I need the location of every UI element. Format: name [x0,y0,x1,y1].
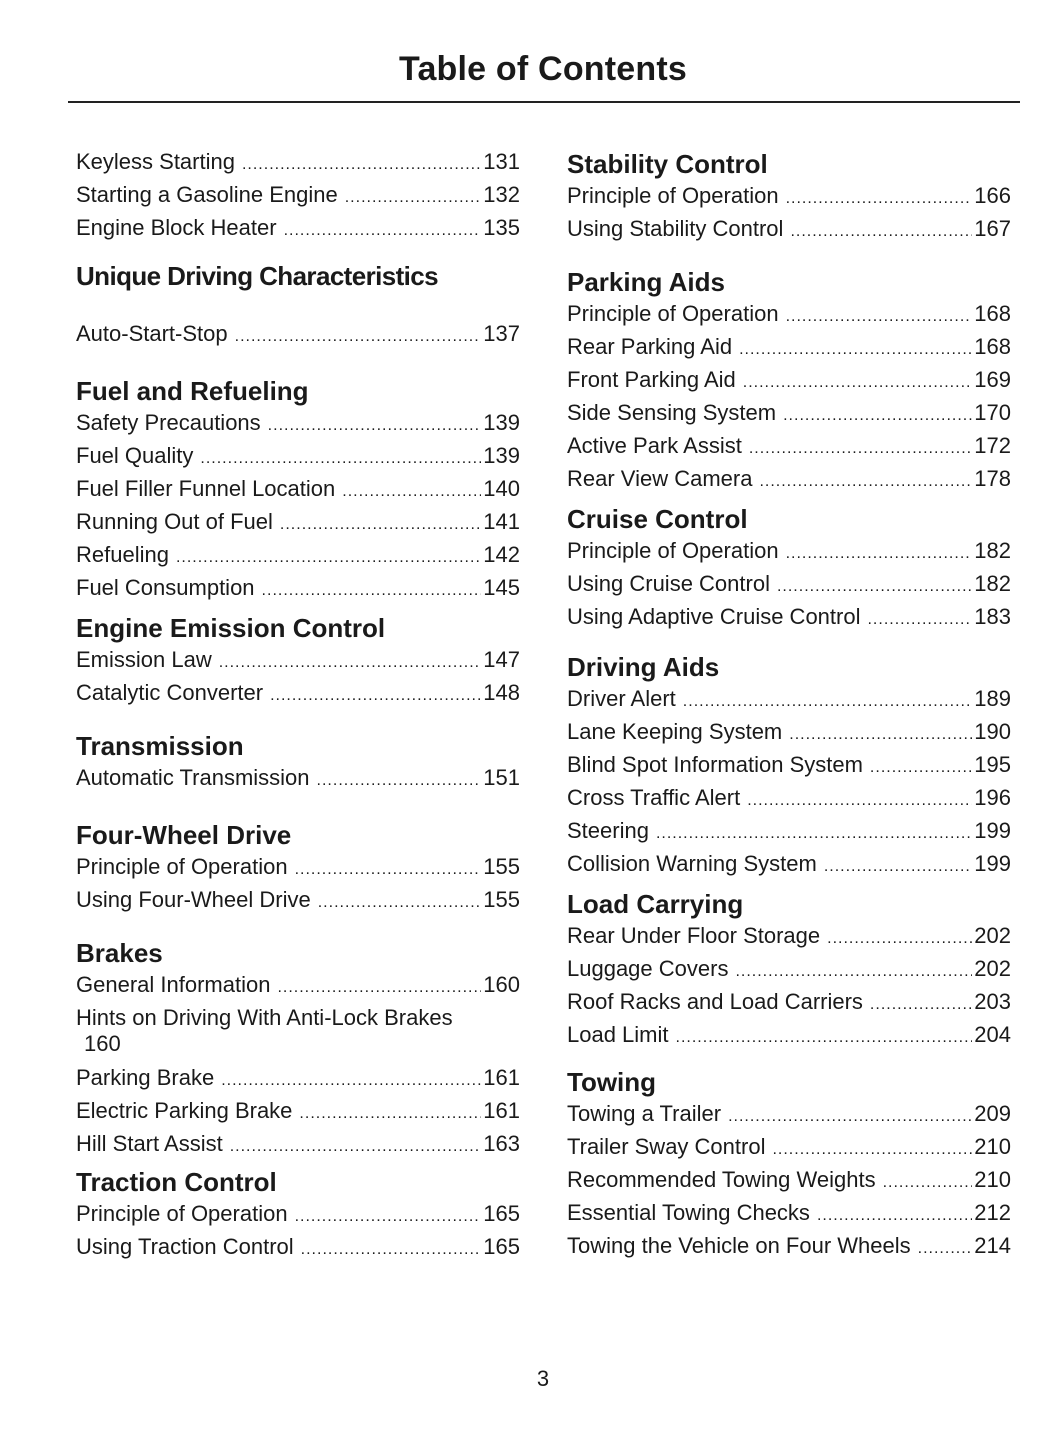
toc-section-transmission [76,729,520,796]
toc-entry[interactable] [76,852,520,885]
toc-entry[interactable] [567,816,1011,849]
dot-leader [749,434,972,464]
toc-entry[interactable] [567,954,1011,987]
dot-leader [318,888,482,918]
toc-entry[interactable] [76,885,520,918]
entry-label: Using Stability Control [567,216,784,241]
section-heading[interactable]: Engine Emission Control [76,613,386,643]
toc-section-towing [567,1065,1011,1264]
dot-leader [317,766,482,796]
toc-entry[interactable] [567,921,1011,954]
section-heading[interactable]: Unique Driving Characteristics [76,261,438,291]
dot-leader [280,510,481,540]
entry-page: 155 [483,887,520,912]
dot-leader [789,720,972,750]
entry-label: Rear View Camera [567,466,753,491]
entry-page: 199 [974,818,1011,843]
dot-leader [735,957,972,987]
toc-entry-wrapped[interactable] [76,1003,520,1055]
entry-page: 168 [974,301,1011,326]
toc-entry[interactable] [76,441,520,474]
toc-entry[interactable] [567,783,1011,816]
entry-page: 142 [483,542,520,567]
section-heading[interactable]: Stability Control [567,149,768,179]
toc-entry[interactable] [76,319,520,352]
entry-page: 135 [483,215,520,240]
entry-label: Hill Start Assist [76,1131,223,1156]
toc-section-four-wheel-drive [76,818,520,918]
dot-leader [295,1202,482,1232]
entry-page: 170 [974,400,1011,425]
toc-section-fuel [76,374,520,606]
dot-leader [268,411,482,441]
toc-section-intro [76,147,520,246]
entry-label: Rear Parking Aid [567,334,733,359]
entry-label: Engine Block Heater [76,215,277,240]
entry-page: 172 [974,433,1011,458]
entry-label: Auto-Start-Stop [76,321,228,346]
toc-entry[interactable] [567,1198,1011,1231]
toc-entry[interactable] [567,431,1011,464]
entry-label: Front Parking Aid [567,367,736,392]
toc-entry[interactable] [567,214,1011,247]
toc-entry[interactable] [76,540,520,573]
dot-leader [783,401,972,431]
section-heading[interactable]: Load Carrying [567,889,744,919]
toc-section-traction [76,1165,520,1265]
dot-leader [827,924,972,954]
section-heading[interactable]: Driving Aids [567,652,720,682]
entry-page: 141 [483,509,520,534]
entry-page: 178 [974,466,1011,491]
dot-leader [883,1168,973,1198]
entry-page: 202 [974,956,1011,981]
toc-entry[interactable] [567,1099,1011,1132]
dot-leader [230,1132,482,1162]
dot-leader [200,444,481,474]
entry-label: Towing a Trailer [567,1101,722,1126]
entry-label: Running Out of Fuel [76,509,273,534]
entry-page: 139 [483,443,520,468]
entry-label: Side Sensing System [567,400,777,425]
dot-leader [242,150,481,180]
entry-label: Using Four-Wheel Drive [76,887,311,912]
toc-entry[interactable] [76,408,520,441]
toc-entry[interactable] [567,299,1011,332]
entry-page: 214 [974,1233,1011,1258]
toc-entry[interactable] [76,147,520,180]
section-heading[interactable]: Traction Control [76,1167,277,1197]
entry-label: Active Park Assist [567,433,742,458]
entry-page: 196 [974,785,1011,810]
entry-page: 199 [974,851,1011,876]
entry-page: 161 [483,1065,520,1090]
entry-page: 203 [974,989,1011,1014]
entry-page: 161 [483,1098,520,1123]
dot-leader [817,1201,972,1231]
dot-leader [728,1102,972,1132]
entry-page: 132 [483,182,520,207]
entry-page: 160 [84,1031,121,1056]
toc-entry[interactable] [567,1132,1011,1165]
section-heading[interactable]: Fuel and Refueling [76,376,309,406]
entry-page: 155 [483,854,520,879]
section-heading[interactable]: Towing [567,1067,657,1097]
dot-leader [345,183,482,213]
page-number: 3 [536,1366,550,1391]
toc-entry[interactable] [76,180,520,213]
entry-page: 189 [974,686,1011,711]
entry-page: 209 [974,1101,1011,1126]
section-heading[interactable]: Transmission [76,731,244,761]
toc-section-driving-aids [567,650,1011,882]
toc-entry[interactable] [567,987,1011,1020]
dot-leader [299,1099,481,1129]
dot-leader [235,322,482,352]
entry-page: 202 [974,923,1011,948]
entry-label: Principle of Operation [76,1201,288,1226]
entry-page: 182 [974,571,1011,596]
toc-section-cruise [567,502,1011,635]
entry-page: 147 [483,647,520,672]
entry-label: Trailer Sway Control [567,1134,766,1159]
toc-entry[interactable] [567,1165,1011,1198]
entry-label: Driver Alert [567,686,676,711]
dot-leader [772,1135,972,1165]
entry-page: 151 [483,765,520,790]
toc-entry[interactable] [76,1063,520,1096]
entry-page: 210 [974,1134,1011,1159]
entry-label: Using Cruise Control [567,571,770,596]
entry-label: Automatic Transmission [76,765,310,790]
entry-page: 212 [974,1200,1011,1225]
entry-page: 210 [974,1167,1011,1192]
entry-label: Parking Brake [76,1065,215,1090]
dot-leader [918,1234,973,1264]
section-heading[interactable]: Parking Aids [567,267,725,297]
toc-entry[interactable] [567,181,1011,214]
dot-leader [786,302,973,332]
section-heading[interactable]: Cruise Control [567,504,748,534]
toc-entry[interactable] [567,365,1011,398]
entry-page: 190 [974,719,1011,744]
toc-section-load-carrying [567,887,1011,1053]
entry-label: Roof Racks and Load Carriers [567,989,863,1014]
toc-entry[interactable] [567,1231,1011,1264]
entry-page: 137 [483,321,520,346]
dot-leader [824,852,972,882]
entry-label: Fuel Filler Funnel Location [76,476,336,501]
toc-entry[interactable] [76,1232,520,1265]
entry-label: Keyless Starting [76,149,235,174]
entry-page: 139 [483,410,520,435]
dot-leader [683,687,972,717]
entry-label: Cross Traffic Alert [567,785,741,810]
dot-leader [656,819,972,849]
toc-entry[interactable] [76,507,520,540]
toc-section-parking-aids [567,265,1011,497]
entry-label: Principle of Operation [567,538,779,563]
toc-entry[interactable] [76,213,520,246]
entry-label: Lane Keeping System [567,719,783,744]
entry-label: Luggage Covers [567,956,729,981]
toc-entry[interactable] [76,1096,520,1129]
entry-label: Collision Warning System [567,851,817,876]
toc-entry[interactable] [567,717,1011,750]
page-title: Table of Contents [399,50,687,88]
toc-entry[interactable] [567,1020,1011,1053]
dot-leader [743,368,973,398]
entry-label: Hints on Driving With Anti-Lock Brakes [76,1005,453,1030]
dot-leader [786,184,973,214]
dot-leader [176,543,481,573]
entry-page: 168 [974,334,1011,359]
toc-entry[interactable] [567,849,1011,882]
entry-label: Fuel Consumption [76,575,255,600]
toc-section-brakes [76,936,520,1162]
entry-label: Load Limit [567,1022,669,1047]
toc-section-emission [76,611,520,711]
entry-label: Refueling [76,542,169,567]
entry-label: Electric Parking Brake [76,1098,293,1123]
toc-entry[interactable] [567,536,1011,569]
entry-label: General Information [76,972,271,997]
toc-entry[interactable] [567,602,1011,635]
dot-leader [739,335,972,365]
entry-page: 131 [483,149,520,174]
entry-page: 167 [974,216,1011,241]
dot-leader [747,786,972,816]
entry-label: Catalytic Converter [76,680,264,705]
toc-entry[interactable] [76,1199,520,1232]
toc-section-unique-driving [76,259,520,352]
toc-entry[interactable] [76,645,520,678]
dot-leader [870,990,972,1020]
toc-section-stability [567,147,1011,247]
dot-leader [786,539,973,569]
entry-page: 169 [974,367,1011,392]
toc-entry[interactable] [567,569,1011,602]
entry-label: Using Traction Control [76,1234,294,1259]
toc-entry[interactable] [76,970,520,1003]
toc-entry[interactable] [76,573,520,606]
entry-label: Principle of Operation [567,301,779,326]
dot-leader [221,1066,481,1096]
entry-label: Blind Spot Information System [567,752,863,777]
entry-page: 183 [974,604,1011,629]
entry-page: 140 [483,476,520,501]
toc-entry[interactable] [76,763,520,796]
entry-page: 148 [483,680,520,705]
section-heading[interactable]: Brakes [76,938,163,968]
dot-leader [777,572,972,602]
dot-leader [759,467,972,497]
entry-page: 160 [483,972,520,997]
entry-label: Towing the Vehicle on Four Wheels [567,1233,911,1258]
section-heading[interactable]: Four-Wheel Drive [76,820,292,850]
entry-label: Steering [567,818,649,843]
dot-leader [676,1023,973,1053]
dot-leader [342,477,481,507]
entry-page: 195 [974,752,1011,777]
toc-entry[interactable] [567,464,1011,497]
entry-label: Fuel Quality [76,443,194,468]
entry-label: Emission Law [76,647,212,672]
entry-label: Using Adaptive Cruise Control [567,604,861,629]
entry-page: 182 [974,538,1011,563]
entry-page: 204 [974,1022,1011,1047]
entry-page: 163 [483,1131,520,1156]
toc-entry[interactable] [567,398,1011,431]
dot-leader [284,216,482,246]
entry-label: Safety Precautions [76,410,261,435]
entry-label: Principle of Operation [567,183,779,208]
dot-leader [262,576,482,606]
dot-leader [270,681,481,711]
title-divider [68,101,1020,103]
toc-entry[interactable] [567,684,1011,717]
entry-label: Starting a Gasoline Engine [76,182,338,207]
entry-page: 145 [483,575,520,600]
toc-entry[interactable] [567,750,1011,783]
entry-page: 166 [974,183,1011,208]
dot-leader [277,973,481,1003]
toc-entry[interactable] [76,474,520,507]
toc-entry[interactable] [567,332,1011,365]
entry-page: 165 [483,1201,520,1226]
entry-label: Rear Under Floor Storage [567,923,821,948]
toc-entry[interactable] [76,1129,520,1162]
dot-leader [790,217,972,247]
dot-leader [870,753,972,783]
entry-label: Essential Towing Checks [567,1200,810,1225]
entry-label: Recommended Towing Weights [567,1167,876,1192]
dot-leader [219,648,482,678]
dot-leader [867,605,972,635]
entry-page: 165 [483,1234,520,1259]
toc-entry[interactable] [76,678,520,711]
dot-leader [301,1235,482,1265]
entry-label: Principle of Operation [76,854,288,879]
dot-leader [295,855,482,885]
